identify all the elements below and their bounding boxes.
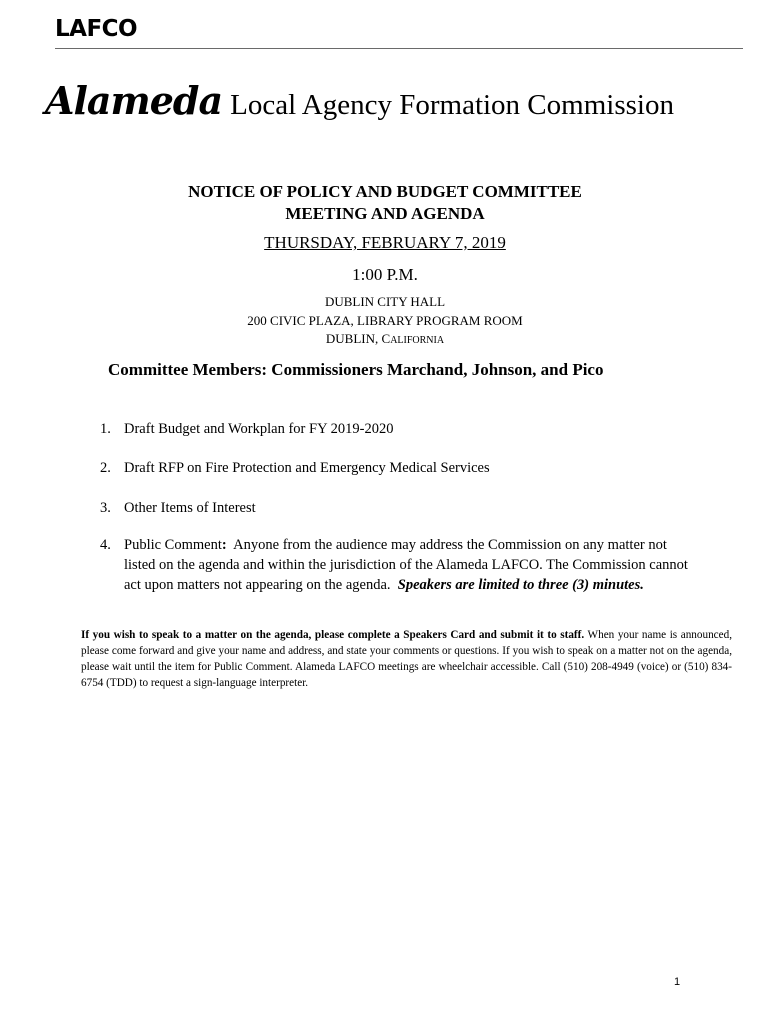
location-city (0, 330, 770, 350)
agenda-item-text: Draft RFP on Fire Protection and Emergency Medical Services (124, 460, 490, 476)
agenda-item-number: 1. (100, 421, 111, 437)
public-comment-text (124, 535, 740, 595)
public-comment-label: Public Comment (124, 537, 222, 553)
public-comment-text-line3: act upon matters not appearing on the agenda. (124, 577, 398, 593)
location-building: DUBLIN CITY HALL (324, 294, 446, 309)
public-comment-colon: : (221, 537, 227, 553)
agenda-item-number: 4. (100, 537, 111, 553)
speaker-instructions (81, 627, 732, 691)
location-room: 200 CIVIC PLAZA, LIBRARY PROGRAM ROOM (247, 313, 523, 328)
meeting-time: 1:00 P.M. (352, 265, 418, 284)
public-comment-line1 (124, 535, 740, 555)
agenda-item (100, 419, 740, 439)
location-city-main: DUBLIN, C (325, 331, 391, 346)
notice-title-line1: NOTICE OF POLICY AND BUDGET COMMITTEE (188, 182, 582, 201)
public-comment-line3 (124, 575, 740, 595)
commission-name: Local Agency Formation Commission (230, 89, 674, 121)
public-comment-text-line1: Anyone from the audience may address the Commission on any matter not (226, 537, 667, 553)
agenda-item (100, 458, 740, 478)
speaker-instructions-rest: When your name is announced, please come forward and give your name and address, and state your comments or questions. If you wish to speak on a matter not on the agenda, please wait until the item for Public Comment. Alameda LAFCO meetings are wheelchair accessible. Call (510) 208-4949 (voice) or (510) 834-6754 (TDD) to request a sign-language interpreter. (81, 629, 732, 689)
agenda-item-number: 3. (100, 500, 111, 516)
lafco-wordmark: LAFCO (55, 16, 138, 42)
agenda-item (100, 498, 740, 518)
location-state-smallcaps: ALIFORNIA (390, 335, 445, 346)
agenda-item-public-comment (100, 535, 740, 595)
agenda-item-number: 2. (100, 460, 111, 476)
notice-title-line2: MEETING AND AGENDA (285, 204, 485, 223)
commission-header (45, 78, 674, 123)
agenda-item-text: Draft Budget and Workplan for FY 2019-2020 (124, 421, 394, 437)
speaker-time-limit: Speakers are limited to three (3) minutes. (397, 577, 644, 593)
header-divider (55, 48, 743, 49)
public-comment-line2: listed on the agenda and within the jurisdiction of the Alameda LAFCO. The Commission cannot (124, 557, 688, 573)
committee-members: Committee Members: Commissioners Marchand, Johnson, and Pico (108, 360, 604, 379)
meeting-date: THURSDAY, FEBRUARY 7, 2019 (264, 233, 506, 252)
speaker-instructions-bold: If you wish to speak to a matter on the agenda, please complete a Speakers Card and submit it to staff. (81, 629, 585, 641)
alameda-logotype: Alameda (45, 78, 223, 123)
page-number: 1 (674, 976, 681, 988)
agenda-item-text: Other Items of Interest (124, 500, 256, 516)
